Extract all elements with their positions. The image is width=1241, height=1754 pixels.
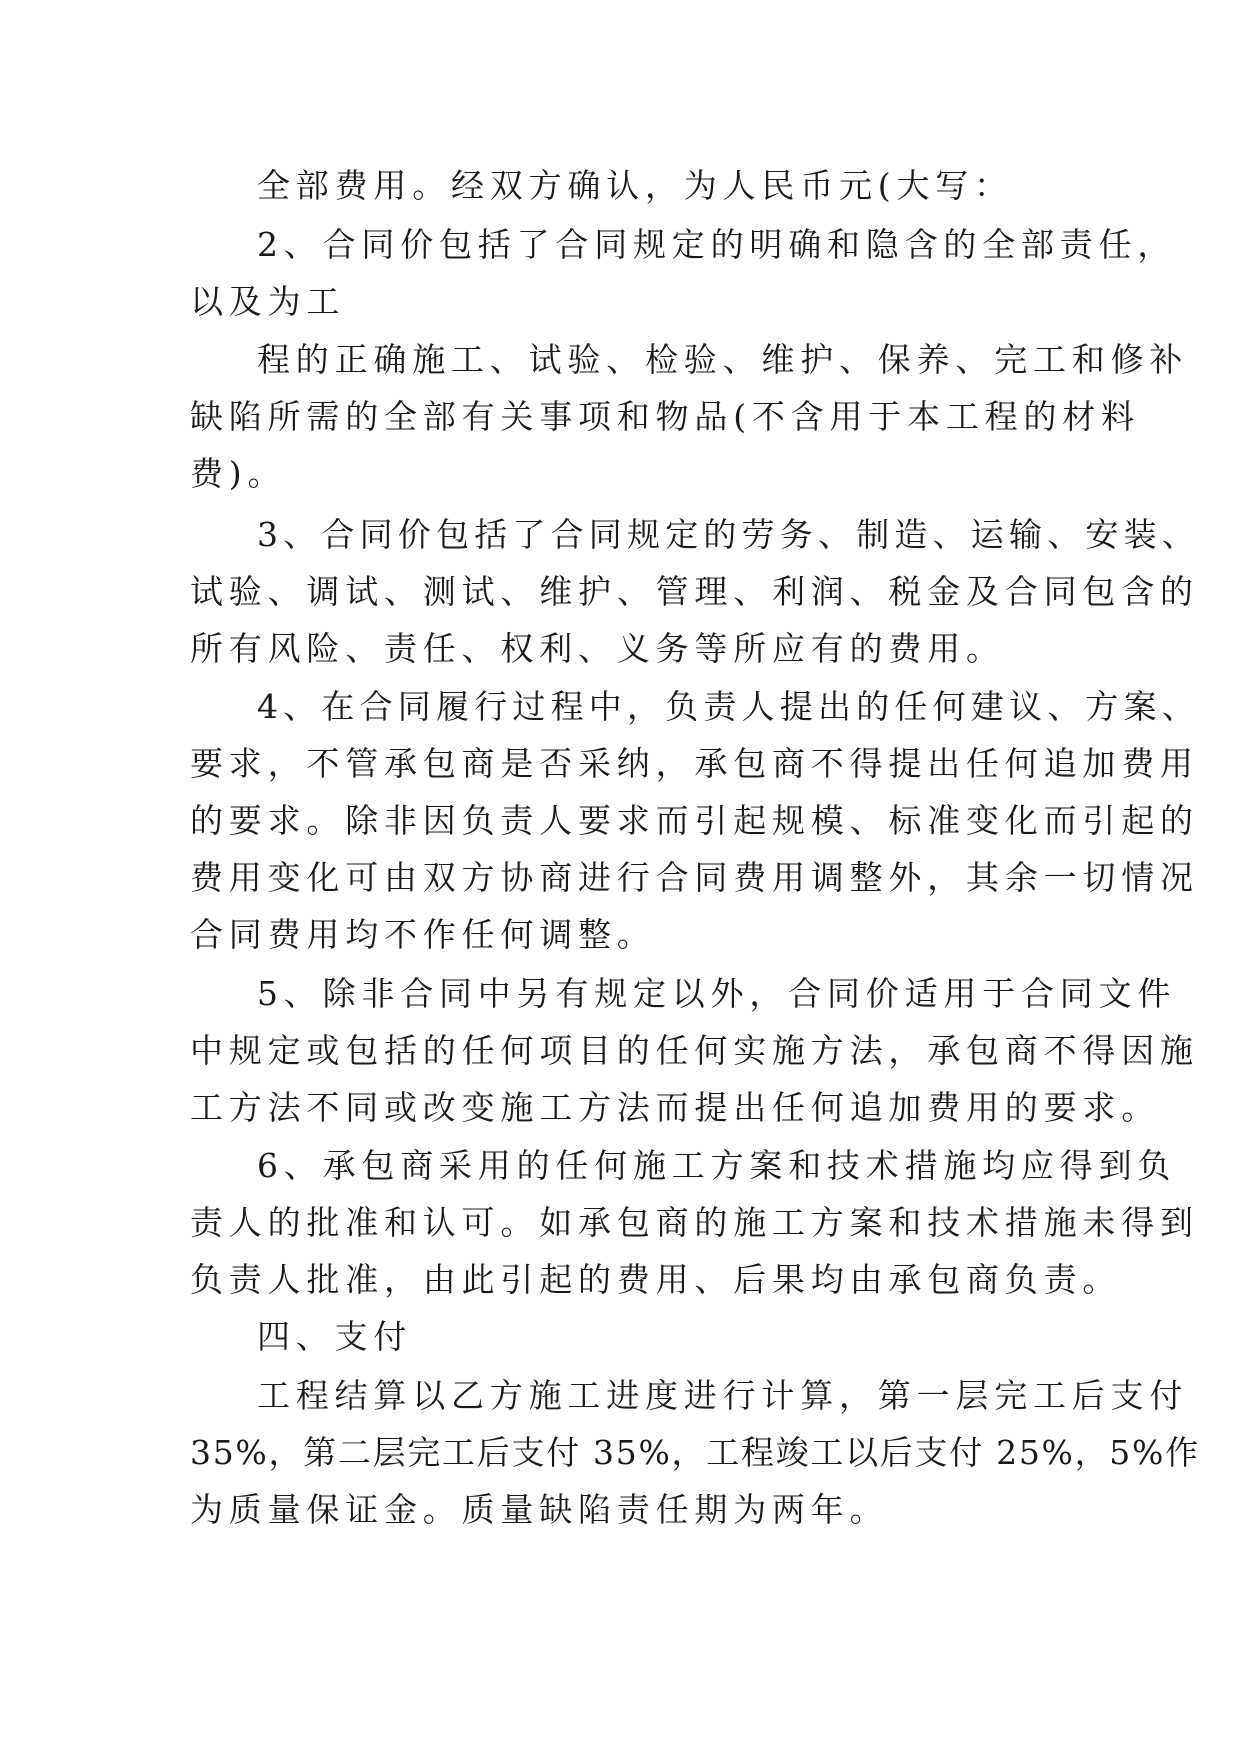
text-line: 费)。: [190, 454, 287, 493]
text-line: 负责人批准，由此引起的费用、后果均由承包商负责。: [190, 1260, 1122, 1299]
text-line: 为质量保证金。质量缺陷责任期为两年。: [190, 1490, 889, 1529]
text-line: 费用变化可由双方协商进行合同费用调整外，其余一切情况: [190, 858, 1199, 897]
text-line: 工方法不同或改变施工方法而提出任何追加费用的要求。: [190, 1088, 1160, 1127]
section-heading: 四、支付: [257, 1317, 413, 1356]
text-line: 2、合同价包括了合同规定的明确和隐含的全部责任，: [257, 225, 1177, 264]
text-line: 6、承包商采用的任何施工方案和技术措施均应得到负: [257, 1146, 1177, 1185]
text-line: 35%，第二层完工后支付 35%，工程竣工以后支付 25%，5%作: [190, 1433, 1200, 1472]
text-line: 程的正确施工、试验、检验、维护、保养、完工和修补: [257, 340, 1189, 379]
text-line: 试验、调试、测试、维护、管理、利润、税金及合同包含的: [190, 572, 1199, 611]
text-line: 责人的批准和认可。如承包商的施工方案和技术措施未得到: [190, 1203, 1199, 1242]
text-line: 所有风险、责任、权利、义务等所应有的费用。: [190, 629, 1005, 668]
text-line: 5、除非合同中另有规定以外，合同价适用于合同文件: [257, 974, 1177, 1013]
text-line: 要求，不管承包商是否采纳，承包商不得提出任何追加费用: [190, 744, 1199, 783]
text-line: 缺陷所需的全部有关事项和物品(不含用于本工程的材料: [190, 397, 1140, 436]
text-line: 全部费用。经双方确认，为人民币元(大写：: [257, 166, 1013, 205]
text-line: 4、在合同履行过程中，负责人提出的任何建议、方案、: [257, 687, 1200, 726]
text-line: 工程结算以乙方施工进度进行计算，第一层完工后支付: [257, 1376, 1189, 1415]
text-line: 以及为工: [190, 282, 346, 321]
text-line: 的要求。除非因负责人要求而引起规模、标准变化而引起的: [190, 801, 1199, 840]
text-line: 中规定或包括的任何项目的任何实施方法，承包商不得因施: [190, 1031, 1199, 1070]
text-line: 3、合同价包括了合同规定的劳务、制造、运输、安装、: [257, 515, 1200, 554]
text-line: 合同费用均不作任何调整。: [190, 915, 656, 954]
